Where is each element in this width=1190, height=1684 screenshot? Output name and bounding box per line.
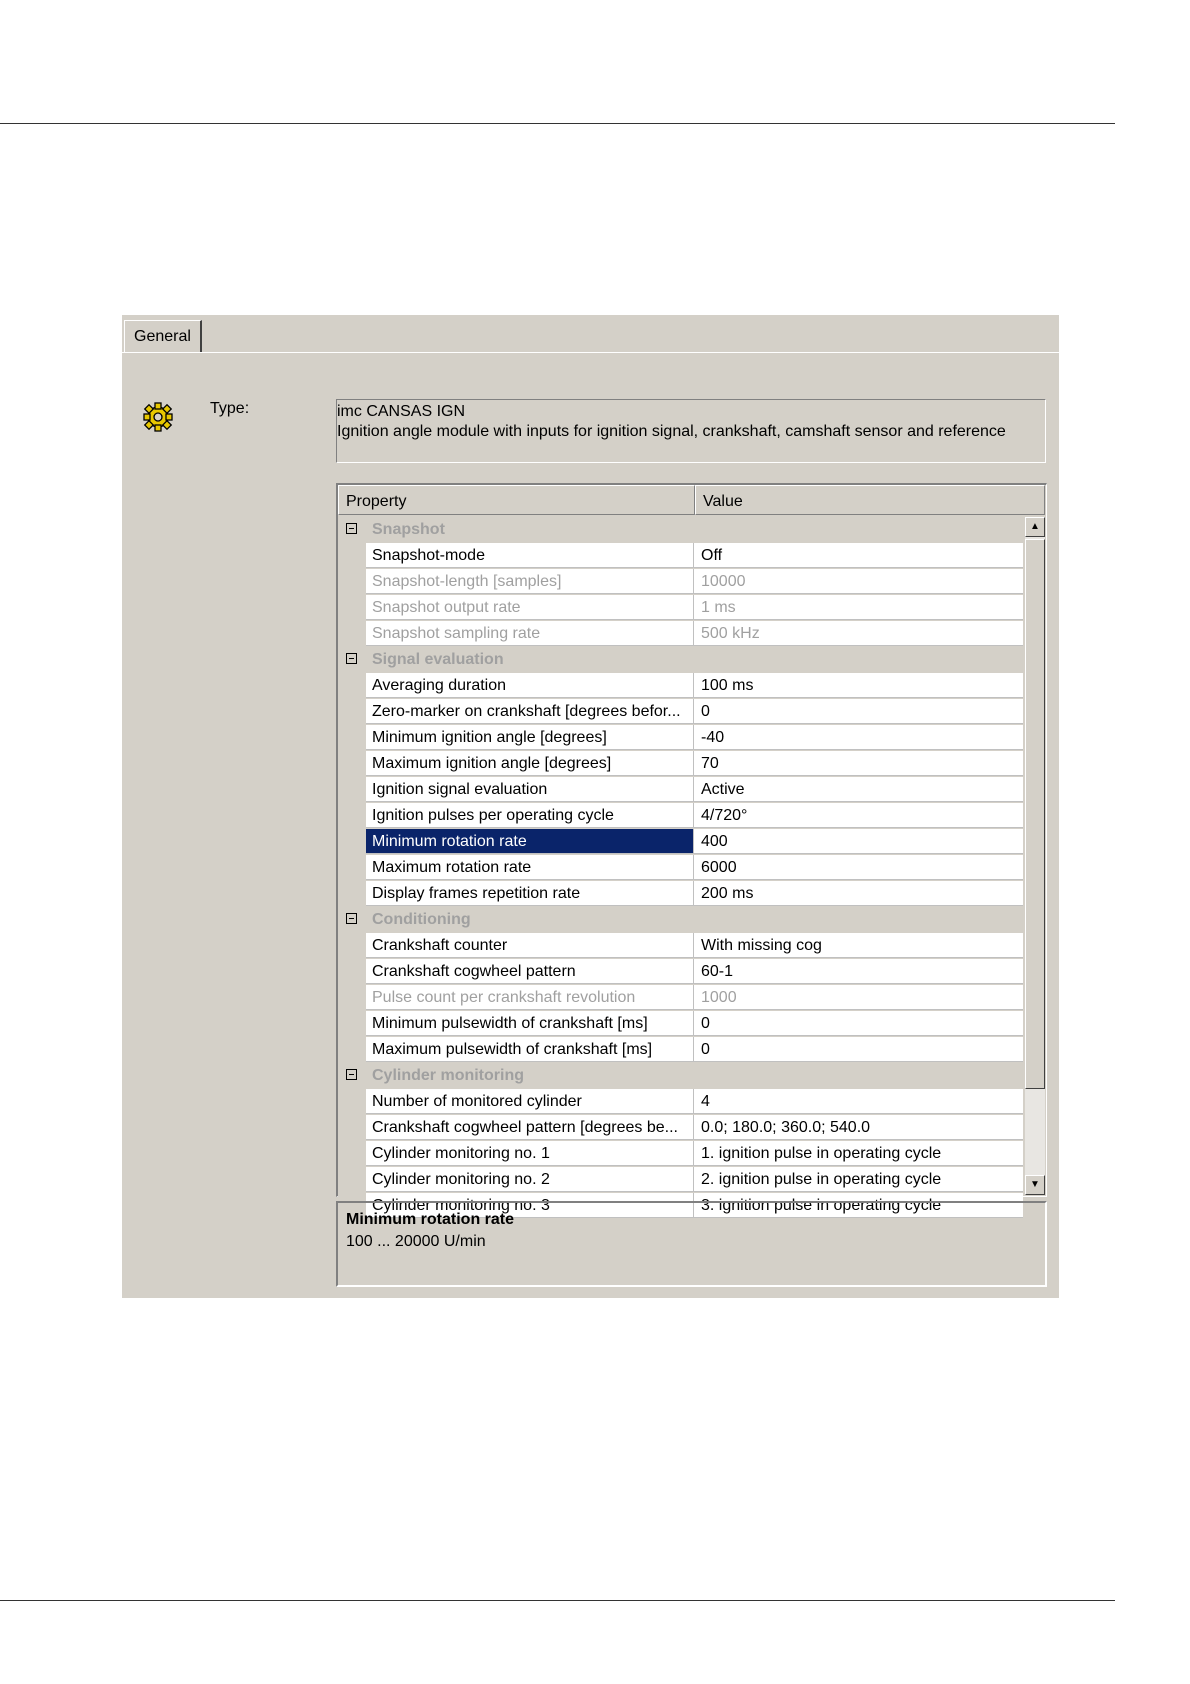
type-line-1: imc CANSAS IGN	[337, 403, 466, 420]
property-value: 10000	[694, 569, 1023, 594]
row-gutter	[338, 1115, 366, 1141]
grid-header	[338, 485, 1045, 517]
property-value[interactable]: 60-1	[694, 959, 1023, 984]
module-gear-icon	[140, 401, 176, 433]
row-gutter	[338, 1089, 366, 1115]
scroll-down-icon[interactable]: ▼	[1025, 1175, 1045, 1195]
property-value[interactable]: 0.0; 180.0; 360.0; 540.0	[694, 1115, 1023, 1140]
row-gutter	[338, 725, 366, 751]
property-value[interactable]: 200 ms	[694, 881, 1023, 906]
property-value[interactable]: 0	[694, 1011, 1023, 1036]
category-label: Signal evaluation	[366, 647, 1023, 673]
row-gutter	[338, 1167, 366, 1193]
collapse-minus-icon[interactable]	[346, 1069, 357, 1080]
category-label: Snapshot	[366, 517, 1023, 543]
property-row[interactable]	[338, 673, 1023, 699]
property-value: 500 kHz	[694, 621, 1023, 646]
row-gutter	[338, 985, 366, 1011]
property-name[interactable]: Snapshot sampling rate	[366, 621, 694, 646]
vertical-scrollbar[interactable]	[1025, 517, 1045, 1195]
description-range: 100 ... 20000 U/min	[346, 1233, 486, 1250]
property-name[interactable]: Minimum rotation rate	[366, 829, 694, 854]
row-gutter	[338, 1141, 366, 1167]
row-gutter	[338, 673, 366, 699]
property-name[interactable]: Maximum rotation rate	[366, 855, 694, 880]
property-row[interactable]	[338, 1037, 1023, 1063]
property-name[interactable]: Cylinder monitoring no. 2	[366, 1167, 694, 1192]
row-gutter	[338, 543, 366, 569]
category-label: Cylinder monitoring	[366, 1063, 1023, 1089]
top-rule	[0, 123, 1115, 124]
property-value[interactable]: 3. ignition pulse in operating cycle	[694, 1193, 1023, 1218]
collapse-minus-icon[interactable]	[346, 523, 357, 534]
property-row[interactable]	[338, 725, 1023, 751]
property-value[interactable]: 70	[694, 751, 1023, 776]
row-gutter	[338, 569, 366, 595]
property-row[interactable]	[338, 777, 1023, 803]
property-row[interactable]	[338, 595, 1023, 621]
property-name[interactable]: Crankshaft cogwheel pattern	[366, 959, 694, 984]
header-value[interactable]: Value	[695, 485, 1045, 515]
property-name[interactable]: Ignition pulses per operating cycle	[366, 803, 694, 828]
property-row[interactable]	[338, 1089, 1023, 1115]
type-line-2: Ignition angle module with inputs for ignition signal, crankshaft, camshaft sensor and reference	[337, 423, 1006, 440]
property-value[interactable]: 4/720°	[694, 803, 1023, 828]
description-title: Minimum rotation rate	[346, 1211, 515, 1228]
property-name[interactable]: Averaging duration	[366, 673, 694, 698]
property-row[interactable]	[338, 699, 1023, 725]
row-gutter	[338, 1011, 366, 1037]
tab-bar	[122, 315, 1059, 353]
property-value[interactable]: 6000	[694, 855, 1023, 880]
property-value[interactable]: 0	[694, 699, 1023, 724]
row-gutter	[338, 829, 366, 855]
property-value[interactable]: Off	[694, 543, 1023, 568]
row-gutter	[338, 881, 366, 907]
property-name[interactable]: Pulse count per crankshaft revolution	[366, 985, 694, 1010]
type-description-box	[336, 399, 1046, 463]
collapse-minus-icon[interactable]	[346, 913, 357, 924]
property-value[interactable]: 400	[694, 829, 1023, 854]
property-row[interactable]	[338, 959, 1023, 985]
property-value: 1000	[694, 985, 1023, 1010]
property-name[interactable]: Minimum ignition angle [degrees]	[366, 725, 694, 750]
property-name[interactable]: Snapshot-mode	[366, 543, 694, 568]
property-name[interactable]: Maximum pulsewidth of crankshaft [ms]	[366, 1037, 694, 1062]
property-row[interactable]	[338, 985, 1023, 1011]
category-row[interactable]	[338, 647, 1023, 673]
row-gutter	[338, 959, 366, 985]
property-value[interactable]: With missing cog	[694, 933, 1023, 958]
property-name[interactable]: Cylinder monitoring no. 3	[366, 1193, 694, 1218]
property-value[interactable]: 4	[694, 1089, 1023, 1114]
row-gutter	[338, 595, 366, 621]
property-value[interactable]: 1. ignition pulse in operating cycle	[694, 1141, 1023, 1166]
property-name[interactable]: Snapshot output rate	[366, 595, 694, 620]
property-name[interactable]: Display frames repetition rate	[366, 881, 694, 906]
property-value[interactable]: 100 ms	[694, 673, 1023, 698]
property-description	[336, 1201, 1047, 1287]
property-name[interactable]: Crankshaft counter	[366, 933, 694, 958]
category-row[interactable]	[338, 517, 1023, 543]
bottom-rule	[0, 1600, 1115, 1601]
category-label: Conditioning	[366, 907, 1023, 933]
property-row[interactable]	[338, 1141, 1023, 1167]
property-name[interactable]: Zero-marker on crankshaft [degrees befor...	[366, 699, 694, 724]
property-row[interactable]	[338, 803, 1023, 829]
property-name[interactable]: Ignition signal evaluation	[366, 777, 694, 802]
property-row[interactable]	[338, 881, 1023, 907]
property-row[interactable]	[338, 569, 1023, 595]
property-name[interactable]: Cylinder monitoring no. 1	[366, 1141, 694, 1166]
property-row[interactable]	[338, 751, 1023, 777]
property-value[interactable]: 2. ignition pulse in operating cycle	[694, 1167, 1023, 1192]
property-name[interactable]: Crankshaft cogwheel pattern [degrees be...	[366, 1115, 694, 1140]
property-grid	[336, 483, 1047, 1214]
property-row[interactable]	[338, 621, 1023, 647]
row-gutter	[338, 855, 366, 881]
category-row[interactable]	[338, 1063, 1023, 1089]
header-property[interactable]: Property	[338, 485, 695, 515]
collapse-minus-icon[interactable]	[346, 653, 357, 664]
property-name[interactable]: Number of monitored cylinder	[366, 1089, 694, 1114]
property-row[interactable]	[338, 1115, 1023, 1141]
grid-rows	[338, 517, 1023, 1214]
property-value[interactable]: Active	[694, 777, 1023, 802]
property-name[interactable]: Snapshot-length [samples]	[366, 569, 694, 594]
tab-general[interactable]: General	[124, 320, 202, 352]
property-row[interactable]	[338, 855, 1023, 881]
row-gutter	[338, 933, 366, 959]
property-value[interactable]: 0	[694, 1037, 1023, 1062]
row-gutter	[338, 699, 366, 725]
property-value[interactable]: -40	[694, 725, 1023, 750]
property-row[interactable]	[338, 1011, 1023, 1037]
type-label: Type:	[210, 400, 250, 417]
property-row[interactable]	[338, 829, 1023, 855]
row-gutter	[338, 777, 366, 803]
row-gutter	[338, 751, 366, 777]
category-row[interactable]	[338, 907, 1023, 933]
property-name[interactable]: Minimum pulsewidth of crankshaft [ms]	[366, 1011, 694, 1036]
row-gutter	[338, 621, 366, 647]
property-row[interactable]	[338, 543, 1023, 569]
property-row[interactable]	[338, 1167, 1023, 1193]
scroll-up-icon[interactable]: ▲	[1025, 517, 1045, 537]
properties-dialog	[122, 315, 1059, 1298]
property-name[interactable]: Maximum ignition angle [degrees]	[366, 751, 694, 776]
property-row[interactable]	[338, 933, 1023, 959]
scroll-thumb[interactable]	[1025, 539, 1045, 1089]
row-gutter	[338, 1037, 366, 1063]
row-gutter	[338, 803, 366, 829]
property-value: 1 ms	[694, 595, 1023, 620]
